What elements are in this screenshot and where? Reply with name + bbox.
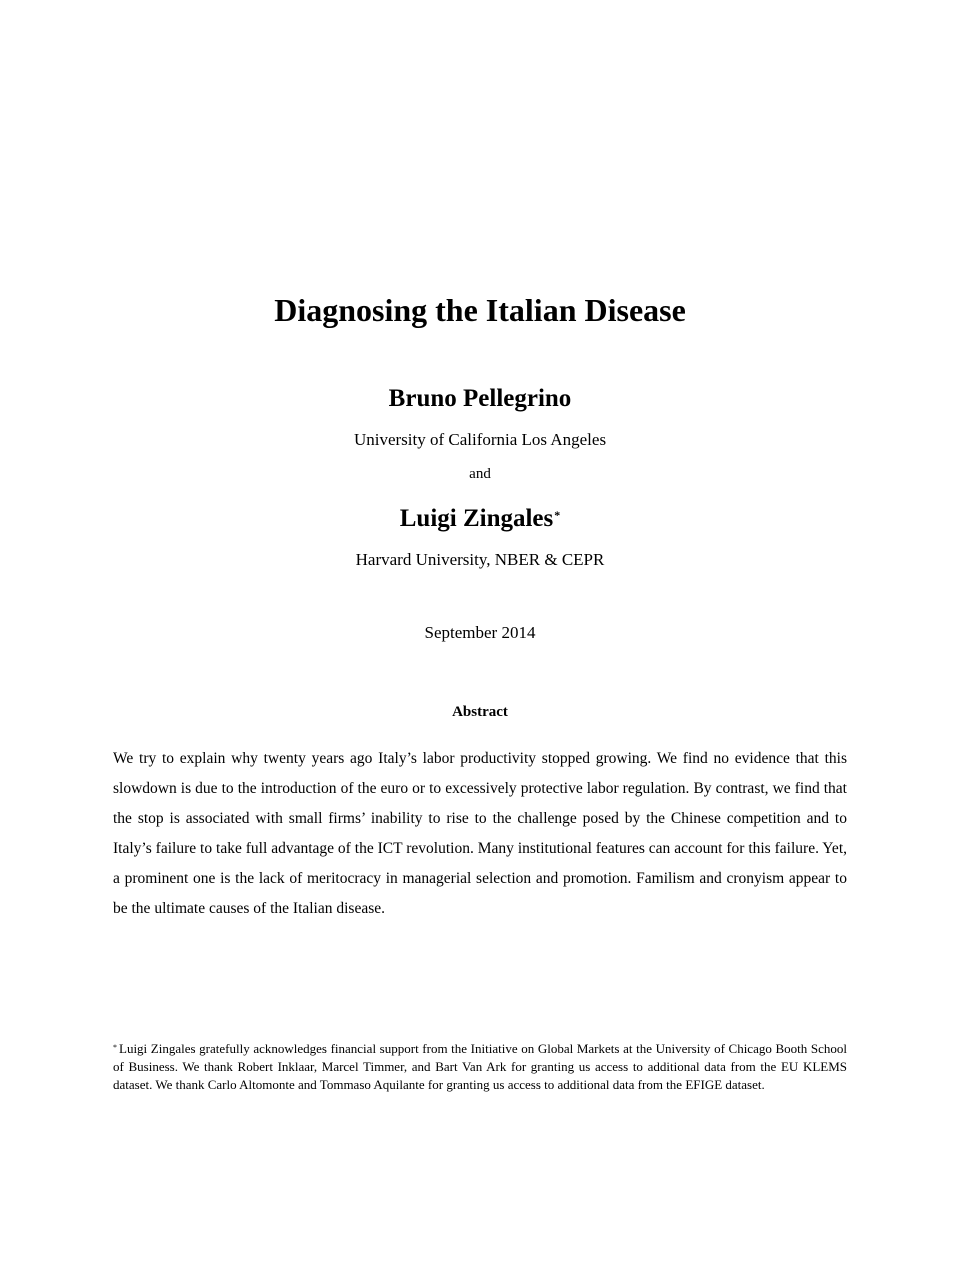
author-conjunction: and (469, 466, 491, 482)
author-name-text: Bruno Pellegrino (388, 385, 572, 412)
author-affiliation: University of California Los Angeles (353, 430, 607, 449)
author-name-text: Luigi Zingales (399, 505, 554, 532)
author-name (0, 504, 960, 534)
publication-date: September 2014 (424, 623, 536, 642)
footnote (113, 1040, 847, 1094)
footnote-text: Luigi Zingales gratefully acknowledges financial support from the Initiative on Global Markets at the University of Chicago Booth School of Business. We thank Robert Inklaar, Marcel Timmer, and Bart Van Ark for granting us access to additional data from the EU KLEMS dataset. We thank Carlo Altomonte and Tommaso Aquilante for granting us access to additional data from the EFIGE dataset. (113, 1041, 847, 1092)
footnote-mark: * (554, 508, 561, 522)
paper-title: Diagnosing the Italian Disease (274, 292, 686, 328)
footnote-mark: * (113, 1043, 117, 1052)
abstract-heading: Abstract (452, 704, 508, 720)
author-affiliation: Harvard University, NBER & CEPR (355, 550, 605, 569)
abstract-text: We try to explain why twenty years ago Italy’s labor productivity stopped growing. We find no evidence that this slowdown is due to the introduction of the euro or to excessively protective labor regulation. By contrast, we find that the stop is associated with small firms’ inability to rise to the challenge posed by the Chinese competition and to Italy’s failure to take full advantage of the ICT revolution. Many institutional features can account for this failure. Yet, a prominent one is the lack of meritocracy in managerial selection and promotion. Familism and cronyism appear to be the ultimate causes of the Italian disease. (113, 750, 847, 917)
author-name (0, 384, 960, 414)
